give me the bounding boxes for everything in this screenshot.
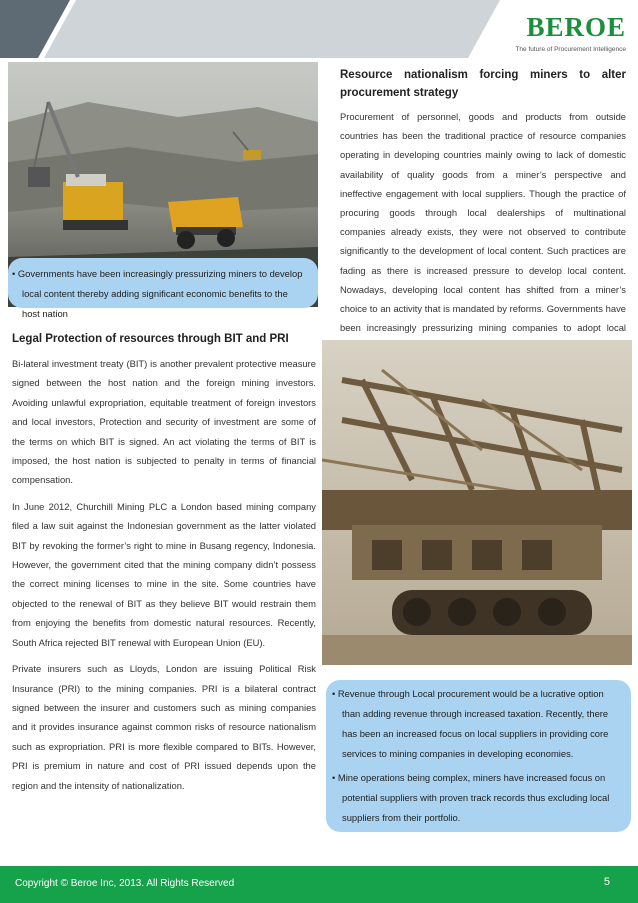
brand-tagline: The future of Procurement Intelligence [515,46,626,53]
page-number: 5 [603,876,610,888]
callout-bullet: • Governments have been increasingly pressurizing miners to develop local content thereby adding significant economic benefits to the host nation [12,268,303,319]
legal-protection-section [12,330,316,802]
footer [0,866,638,903]
copyright-text: Copyright © Beroe Inc, 2013. All Rights Reserved [15,878,235,889]
callout-bullet: • Revenue through Local procurement would be a lucrative option than adding revenue through increased taxation. Recently, there has been an increased focus on local suppliers in providing core services to mining companies in developing economies. [332,688,609,759]
section-paragraph: In June 2012, Churchill Mining PLC a London based mining company filed a law suit against the Indonesian government as the latter violated BIT by revoking the former’s right to mine in Busang regency, Indonesia. However, the government cited that the mining company didn’t possess the correct mining licenses to mine in the site. Some countries have objected to the renewal of BIT as they believe BIT would restrain them from enjoying the benefits from domestic natural resources. Recently, South Africa rejected BIT renewal with European Union (EU). [12,500,316,648]
section-paragraph: Bi-lateral investment treaty (BIT) is another prevalent protective measure signed between the host nation and the foreign mining investors. Avoiding unlawful expropriation, equitable treatment of foreign investors and local investors, Protection and security of investment are some of the terms on which BIT is signed. An act violating the terms of BIT is imposed, the host nation is subjected to penalty in terms of financial compensation. [12,358,316,486]
brand-name: BEROE [526,12,626,42]
header-bar [0,0,638,62]
callout-local-procurement [326,680,631,832]
excavator-photo [322,340,632,665]
excavator-illustration [322,340,632,665]
section-title: Resource nationalism forcing miners to alter procurement strategy [340,69,626,99]
section-title: Legal Protection of resources through BIT and PRI [12,333,289,345]
brand-logo [515,12,630,54]
callout-governments [8,258,318,319]
section-paragraph: Private insurers such as Lloyds, London are issuing Political Risk Insurance (PRI) to the mining companies. PRI is a bilateral contract signed between the insurer and customers such as mining companies and it provides insurance against common risks of resource nationalism such as expropriation. PRI is more flexible compared to BITs. However, PRI is premium in nature and cost of PRI issued depends upon the region and the intensity of nationalization. [12,663,316,791]
section-paragraph: Procurement of personnel, goods and products from outside countries has been the traditional practice of resource companies operating in developing countries mainly owing to lack of domestic availability of quality goods from a miner’s perspective and ineffective engagement with local suppliers. Though the practice of procuring goods through local dealerships of multinational companies already exists, they were not observed to contribute significantly to the development of local content. Such practices are fading as there is increased pressure to develop local content. Nowadays, developing local content has shifted from a miner’s choice to an activity that is mandated by reforms. Governments have been increasingly pressurizing mining companies to adopt local [340,111,626,334]
callout-bullet: • Mine operations being complex, miners have increased focus on potential suppliers with proven track records thus excluding local suppliers from their portfolio. [332,772,610,823]
header-stripe-light [44,0,500,58]
